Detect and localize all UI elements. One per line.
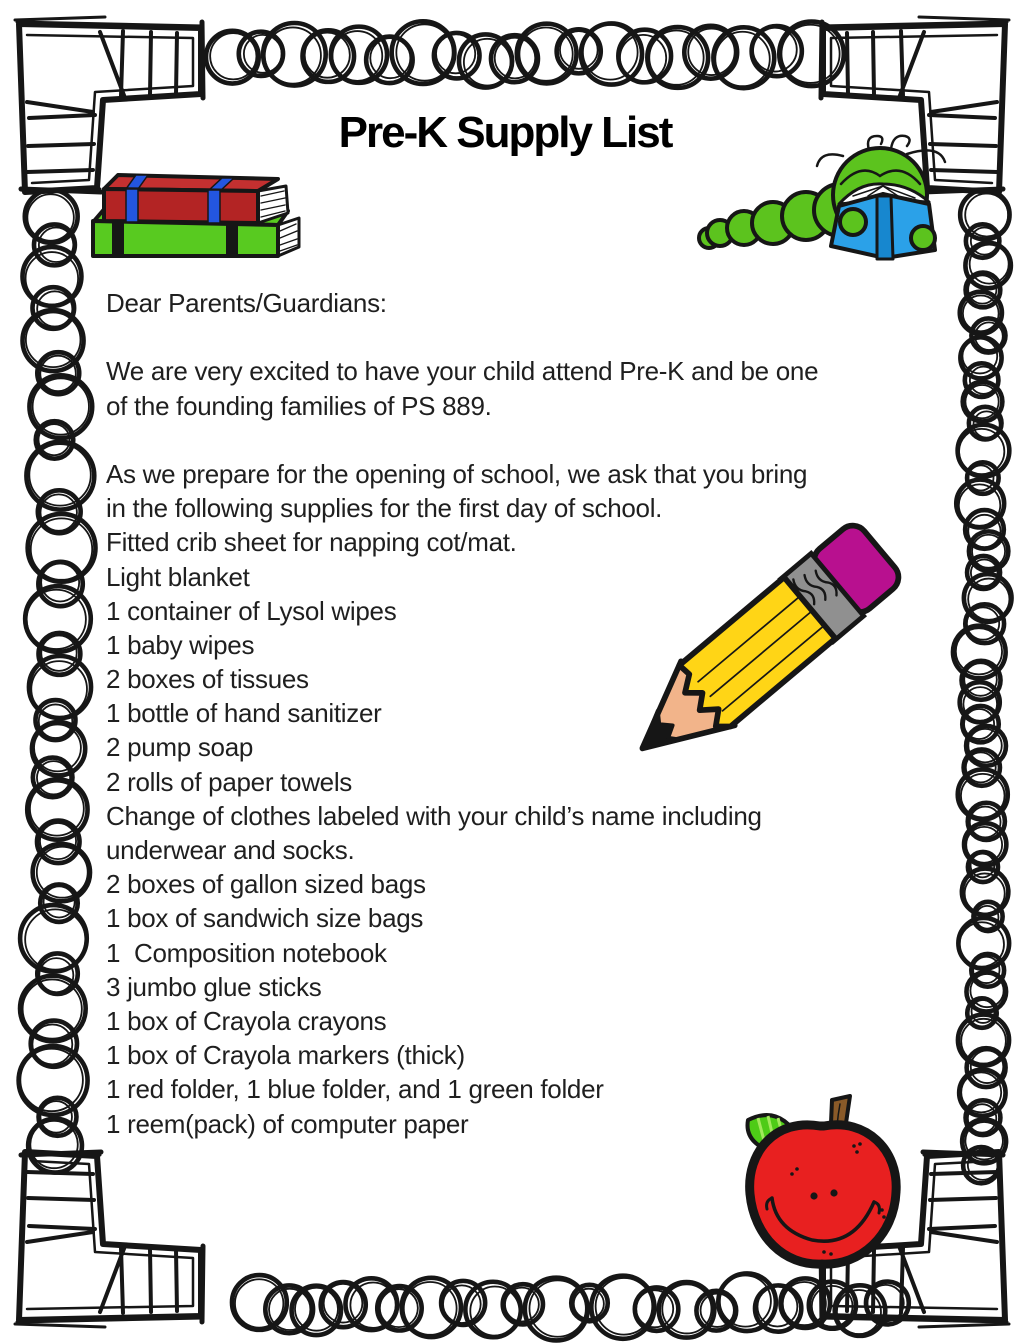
letter-line: As we prepare for the opening of school, we ask that you bring — [106, 458, 808, 489]
letter-line: 1 reem(pack) of computer paper — [106, 1108, 469, 1139]
chain-right — [953, 190, 1012, 1183]
letter-line: 1 box of Crayola markers (thick) — [106, 1040, 465, 1071]
letter-line: 1 box of sandwich size bags — [106, 903, 424, 934]
letter-line: 2 boxes of gallon sized bags — [106, 869, 426, 900]
letter-line: 2 boxes of tissues — [106, 664, 309, 695]
letter-line: 1 container of Lysol wipes — [106, 595, 397, 626]
chain-left — [19, 190, 96, 1173]
letter-body — [106, 286, 818, 1141]
chain-top — [206, 21, 844, 88]
letter-line: 1 Composition notebook — [106, 937, 387, 968]
letter-line: Dear Parents/Guardians: — [106, 288, 387, 318]
corner-bracket-bottom-left — [15, 1152, 203, 1327]
letter-line: in the following supplies for the first day of school. — [106, 493, 663, 524]
chain-bottom — [232, 1273, 909, 1340]
letter-line: 1 bottle of hand sanitizer — [106, 698, 382, 729]
letter-line: 2 rolls of paper towels — [106, 766, 353, 797]
letter-line — [106, 320, 818, 354]
letter-line: 3 jumbo glue sticks — [106, 971, 322, 1002]
letter-line — [106, 423, 818, 457]
letter-line: Light blanket — [106, 561, 250, 592]
stacked-books-clipart — [80, 163, 302, 269]
page-title: Pre-K Supply List — [338, 108, 672, 157]
letter-line: underwear and socks. — [106, 835, 355, 865]
letter-line: Change of clothes labeled with your child’s name including — [106, 800, 762, 831]
letter-line: of the founding families of PS 889. — [106, 390, 492, 421]
letter-line: We are very excited to have your child attend Pre-K and be one — [106, 356, 819, 387]
letter-line: 1 box of Crayola crayons — [106, 1005, 387, 1036]
letter-line: 1 red folder, 1 blue folder, and 1 green folder — [106, 1074, 604, 1105]
letter-line: 2 pump soap — [106, 732, 254, 763]
letter-line: 1 baby wipes — [106, 629, 255, 660]
letter-line: Fitted crib sheet for napping cot/mat. — [106, 527, 517, 558]
bookworm-clipart — [693, 128, 949, 278]
